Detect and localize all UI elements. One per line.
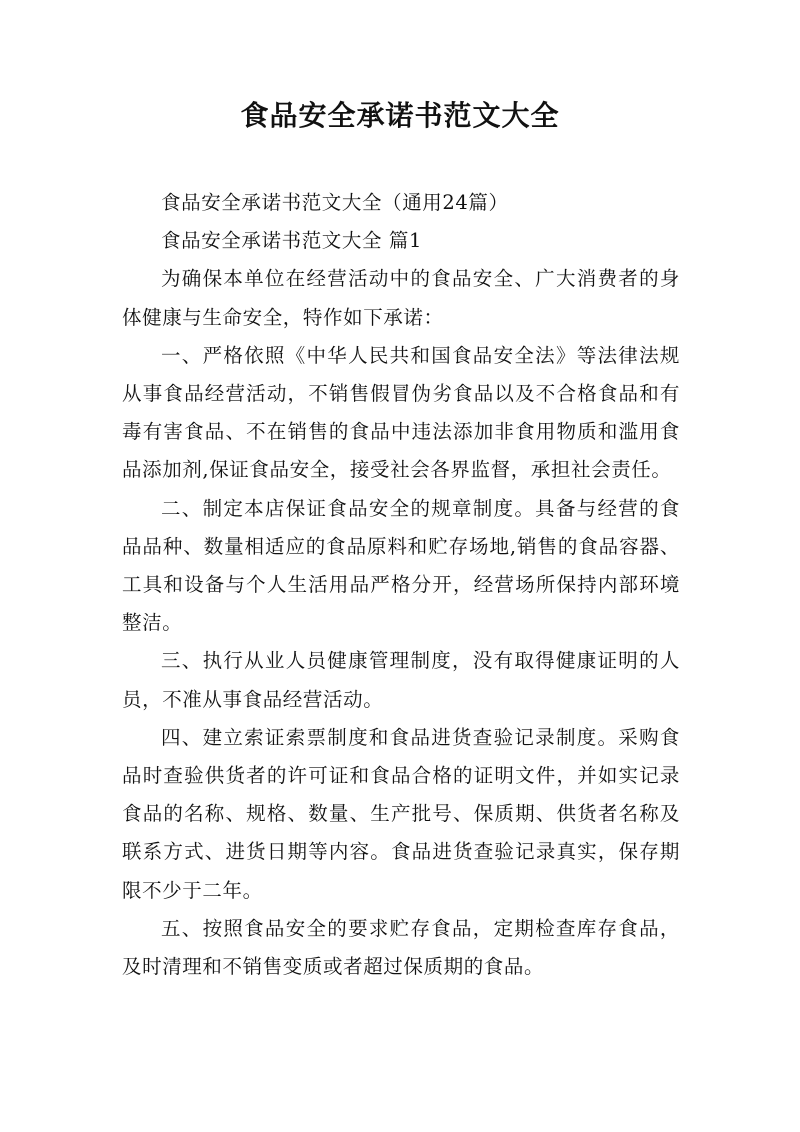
document-body bbox=[122, 184, 680, 986]
intro-paragraph: 为确保本单位在经营活动中的食品安全、广大消费者的身体健康与生命安全，特作如下承诺： bbox=[122, 267, 680, 329]
commitment-paragraph-5: 五、按照食品安全的要求贮存食品，定期检查库存食品，及时清理和不销售变质或者超过保质期的食品。 bbox=[122, 916, 680, 979]
commitment-paragraph-1: 一、严格依照《中华人民共和国食品安全法》等法律法规从事食品经营活动，不销售假冒伪劣食品以及不合格食品和有毒有害食品、不在销售的食品中违法添加非食用物质和滥用食品添加剂,保证食品安全，接受社会各界监督，承担社会责任。 bbox=[122, 343, 680, 482]
section-heading: 食品安全承诺书范文大全 篇1 bbox=[161, 229, 423, 253]
commitment-paragraph-2: 二、制定本店保证食品安全的规章制度。具备与经营的食品品种、数量相适应的食品原料和贮存场地,销售的食品容器、工具和设备与个人生活用品严格分开，经营场所保持内部环境整洁。 bbox=[122, 496, 680, 635]
commitment-paragraph-3: 三、执行从业人员健康管理制度，没有取得健康证明的人员，不准从事食品经营活动。 bbox=[122, 649, 680, 711]
commitment-paragraph-4: 四、建立索证索票制度和食品进货查验记录制度。采购食品时查验供货者的许可证和食品合格的证明文件，并如实记录食品的名称、规格、数量、生产批号、保质期、供货者名称及联系方式、进货日期等内容。食品进货查验记录真实，保存期限不少于二年。 bbox=[122, 725, 680, 902]
subtitle-line: 食品安全承诺书范文大全（通用24篇） bbox=[161, 191, 509, 214]
document-title: 食品安全承诺书范文大全 bbox=[240, 99, 560, 132]
